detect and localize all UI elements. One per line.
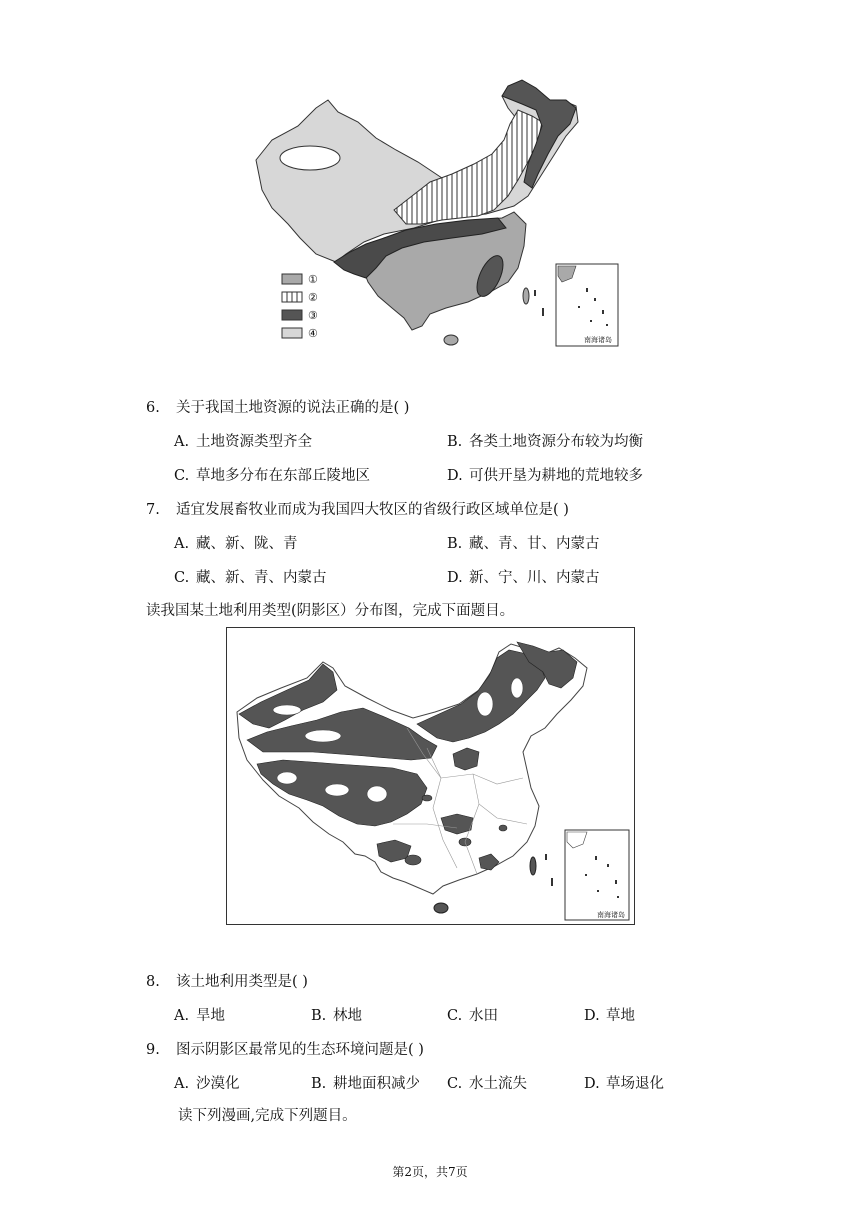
q9-option-a[interactable]	[174, 1072, 240, 1093]
page-footer: 第2页，共7页	[392, 1165, 468, 1179]
map2-taiwan	[530, 857, 536, 875]
option-letter: C.	[447, 1008, 463, 1024]
option-text: 藏、新、陇、青	[196, 536, 298, 552]
question-9-stem	[146, 1038, 424, 1059]
q9-option-c[interactable]	[447, 1072, 527, 1093]
option-letter: D.	[584, 1076, 600, 1092]
q9-option-d[interactable]	[584, 1072, 664, 1093]
option-letter: A.	[174, 1076, 190, 1092]
option-text: 各类土地资源分布较为均衡	[469, 434, 643, 450]
option-text: 草地	[606, 1008, 635, 1024]
q9-option-b[interactable]	[311, 1072, 420, 1093]
question-8-stem	[146, 970, 308, 991]
map1-legend-label-4: ④	[308, 327, 318, 340]
map-1-svg	[246, 78, 626, 350]
option-text: 藏、青、甘、内蒙古	[469, 536, 600, 552]
map2-inset-label: 南海诸岛	[597, 911, 625, 919]
q8-option-d[interactable]	[584, 1004, 635, 1025]
map2-inset	[565, 830, 629, 920]
reading-intro-map2: 读我国某土地利用类型(阴影区）分布图，完成下面题目。	[146, 603, 515, 619]
map-1-land-resources	[246, 78, 626, 350]
option-letter: B.	[447, 434, 463, 450]
option-letter: D.	[447, 468, 463, 484]
option-text: 水田	[469, 1008, 498, 1024]
q6-option-a[interactable]	[174, 430, 312, 451]
map1-legend-label-1: ①	[308, 273, 318, 286]
question-number: 8.	[146, 974, 160, 990]
option-letter: C.	[174, 570, 190, 586]
option-letter: B.	[311, 1008, 327, 1024]
q6-option-d[interactable]	[447, 464, 643, 485]
question-number: 9.	[146, 1042, 160, 1058]
map1-basin	[280, 146, 340, 170]
q6-option-b[interactable]	[447, 430, 643, 451]
map1-inset-label: 南海诸岛	[584, 336, 612, 344]
option-text: 藏、新、青、内蒙古	[196, 570, 327, 586]
option-text: 沙漠化	[196, 1076, 240, 1092]
q8-option-a[interactable]	[174, 1004, 225, 1025]
option-letter: A.	[174, 536, 190, 552]
q7-option-b[interactable]	[447, 532, 600, 553]
option-text: 旱地	[196, 1008, 225, 1024]
map1-legend-label-2: ②	[308, 291, 318, 304]
map1-legend-label-3: ③	[308, 309, 318, 322]
question-text: 该土地利用类型是( )	[176, 974, 308, 990]
option-text: 新、宁、川、内蒙古	[469, 570, 600, 586]
option-letter: D.	[584, 1008, 600, 1024]
question-text: 关于我国土地资源的说法正确的是( )	[176, 400, 410, 416]
option-letter: B.	[311, 1076, 327, 1092]
option-text: 草场退化	[606, 1076, 664, 1092]
question-number: 6.	[146, 400, 160, 416]
q7-option-d[interactable]	[447, 566, 600, 587]
option-text: 耕地面积减少	[333, 1076, 420, 1092]
q8-option-b[interactable]	[311, 1004, 362, 1025]
map-2-svg	[227, 628, 634, 924]
map-2-land-use	[226, 627, 635, 925]
option-text: 林地	[333, 1008, 362, 1024]
q6-option-c[interactable]	[174, 464, 370, 485]
option-letter: D.	[447, 570, 463, 586]
question-7-stem	[146, 498, 569, 519]
question-text: 图示阴影区最常见的生态环境问题是( )	[176, 1042, 424, 1058]
question-number: 7.	[146, 502, 160, 518]
option-text: 土地资源类型齐全	[196, 434, 312, 450]
option-letter: B.	[447, 536, 463, 552]
map2-hainan	[434, 903, 448, 913]
map1-legend	[282, 274, 302, 338]
option-letter: A.	[174, 434, 190, 450]
option-letter: C.	[447, 1076, 463, 1092]
reading-intro-cartoon: 读下列漫画,完成下列题目。	[178, 1108, 357, 1124]
question-6-stem	[146, 396, 409, 417]
option-letter: C.	[174, 468, 190, 484]
q8-option-c[interactable]	[447, 1004, 498, 1025]
map1-hainan	[444, 335, 458, 345]
option-text: 可供开垦为耕地的荒地较多	[469, 468, 643, 484]
option-text: 草地多分布在东部丘陵地区	[196, 468, 370, 484]
map1-taiwan	[523, 288, 529, 304]
option-letter: A.	[174, 1008, 190, 1024]
question-text: 适宜发展畜牧业而成为我国四大牧区的省级行政区域单位是( )	[176, 502, 569, 518]
option-text: 水土流失	[469, 1076, 527, 1092]
q7-option-a[interactable]	[174, 532, 298, 553]
map1-inset	[556, 264, 618, 346]
q7-option-c[interactable]	[174, 566, 327, 587]
